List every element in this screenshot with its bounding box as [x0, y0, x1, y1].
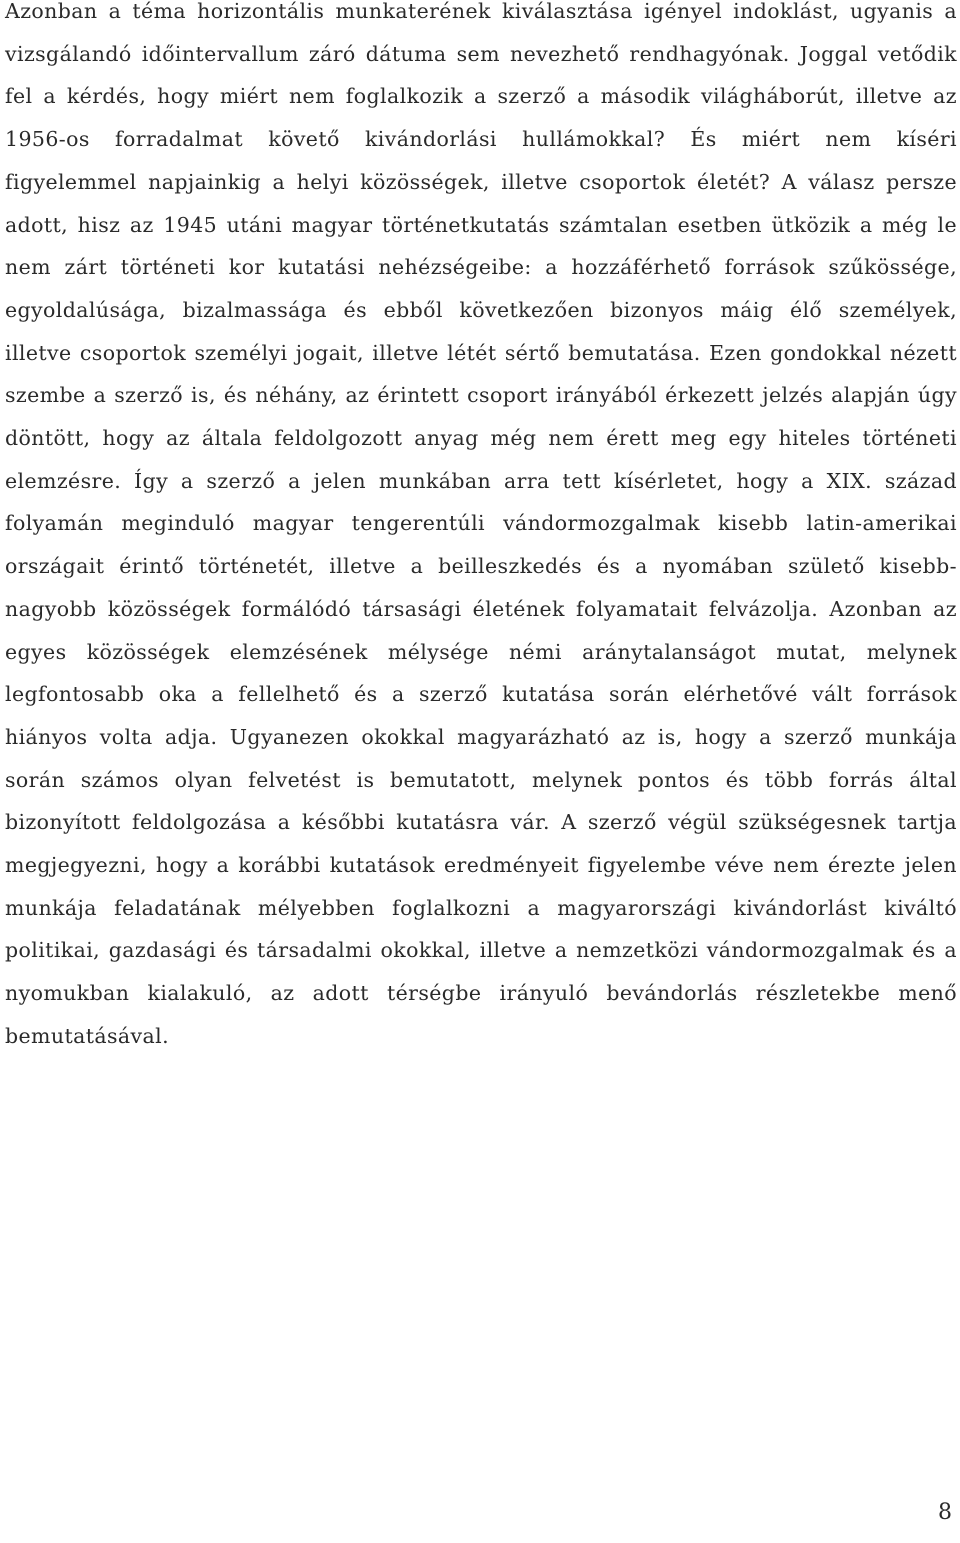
body-paragraph: Azonban a téma horizontális munkaterének kiválasztása igényel indoklást, ugyanis a vizsgálandó időintervallum záró dátuma sem nevezhető rendhagyónak. Joggal vetődik fel a kérdés, hogy miért nem foglalkozik a szerző a második világháborút, illetve az 1956-os forradalmat követő kivándorlási hullámokkal? És miért nem kíséri figyelemmel napjainkig a helyi közösségek, illetve csoportok életét? A válasz persze adott, hisz az 1945 utáni magyar történetkutatás számtalan esetben ütközik a még le nem zárt történeti kor kutatási nehézségeibe: a hozzáférhető források szűkössége, egyoldalúsága, bizalmassága és ebből következően bizonyos máig élő személyek, illetve csoportok személyi jogait, illetve létét sértő bemutatása. Ezen gondokkal nézett szembe a szerző is, és néhány, az érintett csoport irányából érkezett jelzés alapján úgy döntött, hogy az általa feldolgozott anyag még nem érett meg egy hiteles történeti elemzésre. Így a szerző a jelen munkában arra tett kísérletet, hogy a XIX. század folyamán meginduló magyar tengerentúli vándormozgalmak kisebb latin-amerikai országait érintő történetét, illetve a beilleszkedés és a nyomában születő kisebb-nagyobb közösségek formálódó társasági életének folyamatait felvázolja. Azonban az egyes közösségek elemzésének mélysége némi aránytalanságot mutat, melynek legfontosabb oka a fellelhető és a szerző kutatása során elérhetővé vált források hiányos volta adja. Ugyanezen okokkal magyarázható az is, hogy a szerző munkája során számos olyan felvetést is bemutatott, melynek pontos és több forrás által bizonyított feldolgozása a későbbi kutatásra vár. A szerző végül szükségesnek tartja megjegyezni, hogy a korábbi kutatások eredményeit figyelembe véve nem érezte jelen munkája feladatának mélyebben foglalkozni a magyarországi kivándorlást kiváltó politikai, gazdasági és társadalmi okokkal, illetve a nemzetközi vándormozgalmak és a nyomukban kialakuló, az adott térségbe irányuló bevándorlás részletekbe menő bemutatásával.	[5, 0, 957, 1048]
page-number: 8	[938, 1500, 952, 1525]
